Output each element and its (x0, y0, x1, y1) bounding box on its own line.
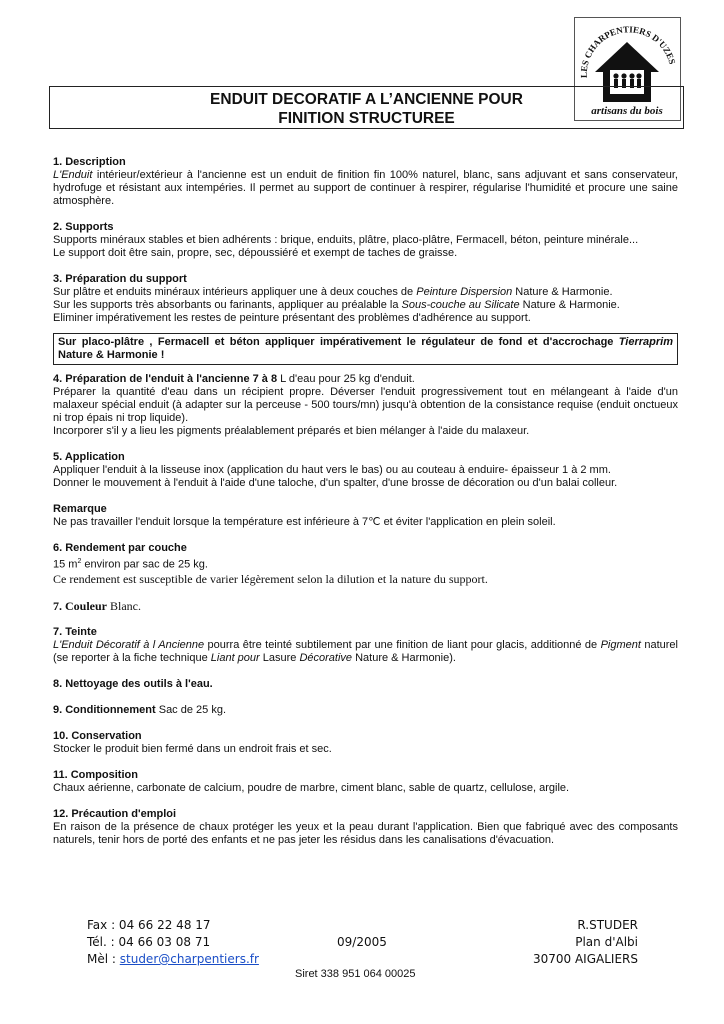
section-3-heading: 3. Préparation du support (53, 273, 187, 285)
section-6-note: Ce rendement est susceptible de varier légèrement selon la dilution et la nature du support. (53, 571, 488, 586)
footer-email-link[interactable]: studer@charpentiers.fr (119, 952, 259, 966)
s3-l1-a: Sur plâtre et enduits minéraux intérieurs appliquer une à deux couches de (53, 286, 417, 298)
footer-date: 09/2005 (337, 935, 387, 949)
section-11-heading: 11. Composition (53, 768, 138, 781)
section-5-line-1: Appliquer l'enduit à la lisseuse inox (application du haut vers le bas) ou au couteau à enduire- épaisseur 1 à 2 mm. (53, 464, 611, 476)
section-1-italic: L'Enduit (53, 169, 93, 181)
section-5-line-2: Donner le mouvement à l'enduit à l'aide d'une taloche, d'un spalter, d'une brosse de décoration ou d'un balai colleur. (53, 477, 618, 489)
section-7-text: Blanc. (107, 598, 141, 613)
logo-arc-text: LES CHARPENTIERS D'UZES (578, 24, 678, 79)
footer-name: R.STUDER (577, 918, 638, 932)
document-body (53, 156, 678, 847)
section-7-line (53, 599, 678, 613)
section-2-heading: 2. Supports (53, 221, 114, 233)
footer-fax: Fax : 04 66 22 48 17 (87, 918, 211, 932)
notice-box (53, 333, 678, 365)
section-4-heading: 4. Préparation de l'enduit à l'ancienne 7 à 8 (53, 373, 278, 385)
section-12-text: En raison de la présence de chaux protéger les yeux et la peau durant l'application. Bien que fabriqué avec des composants naturels, tenir hors de porté des enfants et ne pas jeter les résidus dans les canalisations d'évacuation. (53, 820, 678, 846)
s7b-f: Lasure (259, 651, 300, 664)
section-9-text: Sac de 25 kg. (155, 703, 226, 716)
s7b-c: Pigment (600, 638, 641, 651)
section-4-heading-line (53, 373, 678, 386)
section-6-heading: 6. Rendement par couche (53, 542, 187, 554)
s3-l2-product: Sous-couche au Silicate (401, 299, 520, 311)
s7b-a: L'Enduit Décoratif à l Ancienne (53, 638, 205, 651)
notice-product: Tierraprim (618, 336, 673, 348)
document-title (49, 86, 684, 129)
s7b-e: Liant pour (210, 651, 260, 664)
s7b-b: pourra être teinté subtilement par une finition de liant pour glacis, additionné de (204, 638, 601, 651)
section-3-line-3: Eliminer impérativement les restes de peinture présentant des problèmes d'adhérence au support. (53, 312, 531, 324)
section-12-heading: 12. Précaution d'emploi (53, 807, 177, 820)
remarque-text: Ne pas travailler l'enduit lorsque la température est inférieure à 7℃ et éviter l'application en plein soleil. (53, 516, 556, 528)
section-2-line-1: Supports minéraux stables et bien adhérents : brique, enduits, plâtre, placo-plâtre, Fermacell, béton, peinture minérale... (53, 234, 639, 246)
footer-mail-label: Mèl : (87, 952, 120, 966)
s3-l2-a: Sur les supports très absorbants ou farinants, appliquer au préalable la (53, 299, 402, 311)
section-8-heading: 8. Nettoyage des outils à l'eau. (53, 677, 213, 690)
footer-place: Plan d'Albi (575, 935, 638, 949)
title-line-1: ENDUIT DECORATIF A L’ANCIENNE POUR (210, 91, 523, 108)
section-7b-text (53, 639, 678, 665)
title-line-2: FINITION STRUCTUREE (278, 110, 455, 127)
section-11-text: Chaux aérienne, carbonate de calcium, poudre de marbre, ciment blanc, sable de quartz, cellulose, argile. (53, 781, 570, 794)
logo-tagline: artisans du bois (591, 105, 663, 117)
footer-city: 30700 AIGALIERS (532, 952, 638, 966)
section-3-line-2 (53, 299, 678, 312)
section-3-line-1 (53, 286, 678, 299)
section-4-heading-rest: L d'eau pour 25 kg d'enduit. (277, 373, 415, 385)
section-7b-heading: 7. Teinte (53, 625, 97, 638)
footer-tel: Tél. : 04 66 03 08 71 (87, 935, 211, 949)
section-9-heading: 9. Conditionnement (53, 703, 156, 716)
section-9-line (53, 704, 678, 717)
notice-text-a: Sur placo-plâtre , Fermacell et béton appliquer impérativement le régulateur de fond et d'accrochage (58, 336, 619, 348)
section-1-heading: 1. Description (53, 156, 126, 168)
section-1-body: intérieur/extérieur à l'ancienne est un enduit de finition fin 100% naturel, blanc, sans adjuvant et sans conservateur, hydrofuge et résistant aux intempéries. Il permet au support de continuer à respirer, régularise l'humidité et procure une saine atmosphère. (53, 169, 678, 207)
s7b-d: naturel (se reporter à la fiche technique (53, 638, 678, 664)
section-6-value (53, 555, 678, 572)
section-7-heading: 7. Couleur (53, 598, 107, 613)
notice-text-c: Nature & Harmonie ! (58, 349, 165, 361)
section-10-text: Stocker le produit bien fermé dans un endroit frais et sec. (53, 742, 332, 755)
footer-siret: Siret 338 951 064 00025 (295, 968, 416, 980)
s6-value-b: environ par sac de 25 kg. (81, 558, 208, 571)
section-1-text (53, 169, 678, 208)
s3-l1-product: Peinture Dispersion (416, 286, 513, 298)
s7b-g: Décorative (299, 651, 353, 664)
section-2-line-2: Le support doit être sain, propre, sec, dépoussiéré et exempt de taches de graisse. (53, 247, 458, 259)
section-10-heading: 10. Conservation (53, 729, 142, 742)
section-4-text: Préparer la quantité d'eau dans un récipient propre. Déverser l'enduit progressivement tout en mélangeant à l'aide d'un malaxeur spécial enduit (à adapter sur la perceuse - 500 tours/mn) jusqu'à obtention de la consistance requise (enduit onctueux ni trop épais ni trop liquide). (53, 386, 678, 424)
section-5-heading: 5. Application (53, 451, 125, 463)
s7b-h: Nature & Harmonie). (352, 651, 456, 664)
section-4-line: Incorporer s'il y a lieu les pigments préalablement préparés et bien mélanger à l'aide du malaxeur. (53, 425, 530, 437)
s3-l2-c: Nature & Harmonie. (519, 299, 620, 311)
remarque-heading: Remarque (53, 503, 107, 515)
footer-mail-line (87, 952, 259, 966)
s3-l1-c: Nature & Harmonie. (512, 286, 613, 298)
s6-value-a: 15 m (53, 558, 78, 571)
s6-value-sup: 2 (77, 558, 82, 565)
